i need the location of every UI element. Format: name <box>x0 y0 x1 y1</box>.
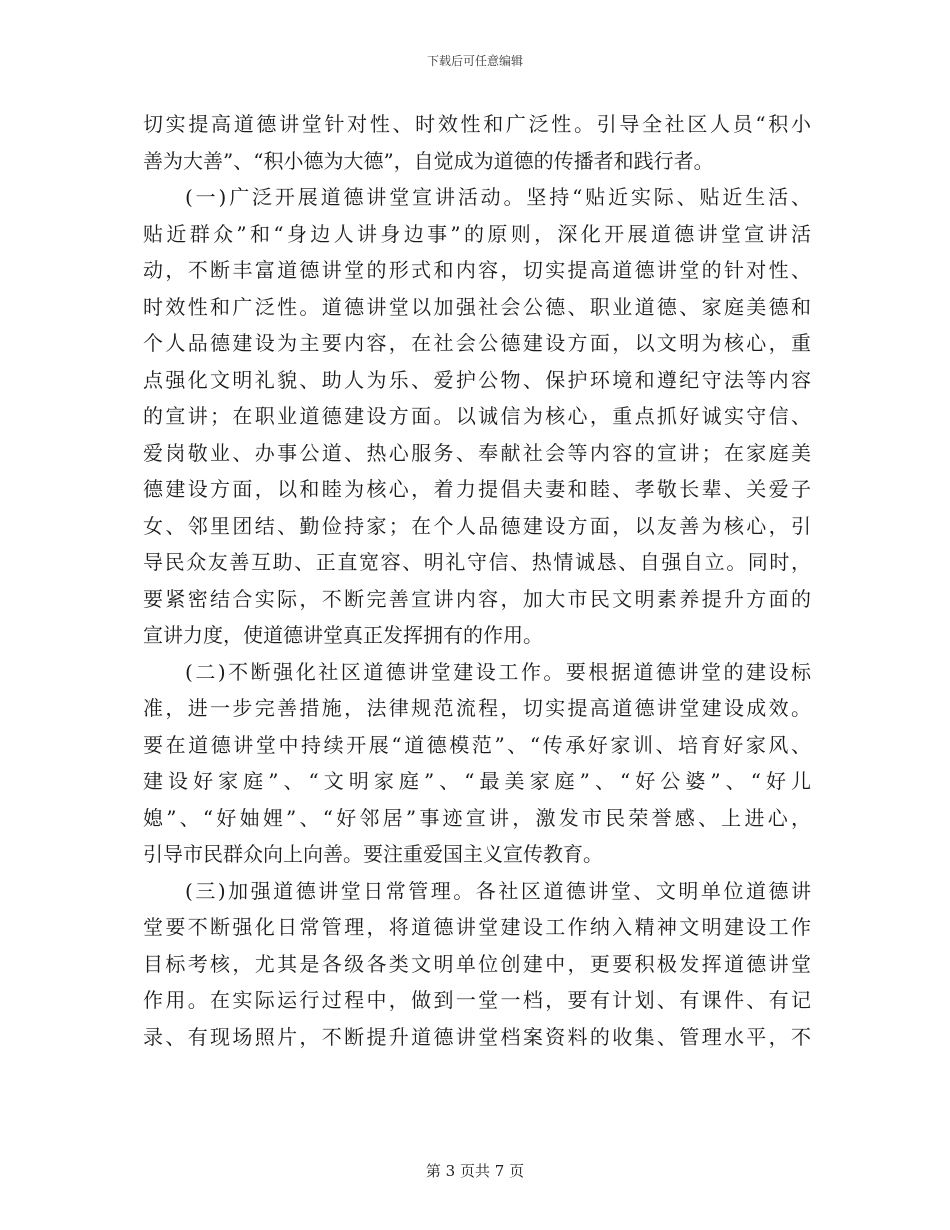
text-line: 目标考核，尤其是各级各类文明单位创建中，更要积极发挥道德讲堂 <box>143 951 811 976</box>
text-line: 切实提高道德讲堂针对性、时效性和广泛性。引导全社区人员“积小 <box>143 112 811 136</box>
text-line: 要紧密结合实际，不断完善宣讲内容，加大市民文明素养提升方面的 <box>143 586 811 611</box>
text-line: 建设好家庭”、“文明家庭”、“最美家庭”、“好公婆”、“好儿 <box>143 769 811 793</box>
document-body <box>143 106 811 1055</box>
text-line: 引导市民群众向上向善。要注重爱国主义宣传教育。 <box>143 842 603 866</box>
text-line: 动，不断丰富道德讲堂的形式和内容，切实提高道德讲堂的针对性、 <box>143 258 811 282</box>
text-line: 点强化文明礼貌、助人为乐、爱护公物、保护环境和遵纪守法等内容 <box>143 367 811 392</box>
text-line: 要在道德讲堂中持续开展“道德模范”、“传承好家训、培育好家风、 <box>143 732 811 757</box>
header-note: 下载后可任意编辑 <box>426 54 523 68</box>
text-line: 女、邻里团结、勤俭持家；在个人品德建设方面，以友善为核心，引 <box>143 513 811 538</box>
paragraph-heading-line: (三)加强道德讲堂日常管理。各社区道德讲堂、文明单位道德讲 <box>185 878 811 903</box>
paragraph-heading-line: (二)不断强化社区道德讲堂建设工作。要根据道德讲堂的建设标 <box>185 659 811 684</box>
paragraph-heading-line: (一)广泛开展道德讲堂宣讲活动。坚持“贴近实际、贴近生活、 <box>185 185 811 209</box>
text-line: 贴近群众”和“身边人讲身边事”的原则，深化开展道德讲堂宣讲活 <box>143 221 811 246</box>
text-line: 的宣讲；在职业道德建设方面。以诚信为核心，重点抓好诚实守信、 <box>143 404 811 428</box>
text-line: 宣讲力度，使道德讲堂真正发挥拥有的作用。 <box>143 623 543 647</box>
text-line: 德建设方面，以和睦为核心，着力提倡夫妻和睦、孝敬长辈、关爱子 <box>143 477 811 501</box>
text-line: 录、有现场照片，不断提升道德讲堂档案资料的收集、管理水平，不 <box>143 1024 811 1049</box>
text-line: 作用。在实际运行过程中，做到一堂一档，要有计划、有课件、有记 <box>143 988 811 1012</box>
text-line: 导民众友善互助、正直宽容、明礼守信、热情诚恳、自强自立。同时， <box>143 550 811 574</box>
text-line: 个人品德建设为主要内容，在社会公德建设方面，以文明为核心，重 <box>143 331 811 355</box>
text-line: 准，进一步完善措施，法律规范流程，切实提高道德讲堂建设成效。 <box>143 696 811 720</box>
text-line: 爱岗敬业、办事公道、热心服务、奉献社会等内容的宣讲；在家庭美 <box>143 440 811 465</box>
page-number: 第 3 页共 7 页 <box>425 1162 525 1180</box>
text-line: 善为大善”、“积小德为大德”，自觉成为道德的传播者和践行者。 <box>143 148 714 173</box>
text-line: 堂要不断强化日常管理，将道德讲堂建设工作纳入精神文明建设工作 <box>143 915 811 939</box>
text-line: 时效性和广泛性。道德讲堂以加强社会公德、职业道德、家庭美德和 <box>143 294 811 319</box>
text-line: 媳”、“好妯娌”、“好邻居”事迹宣讲，激发市民荣誉感、上进心， <box>143 805 811 830</box>
